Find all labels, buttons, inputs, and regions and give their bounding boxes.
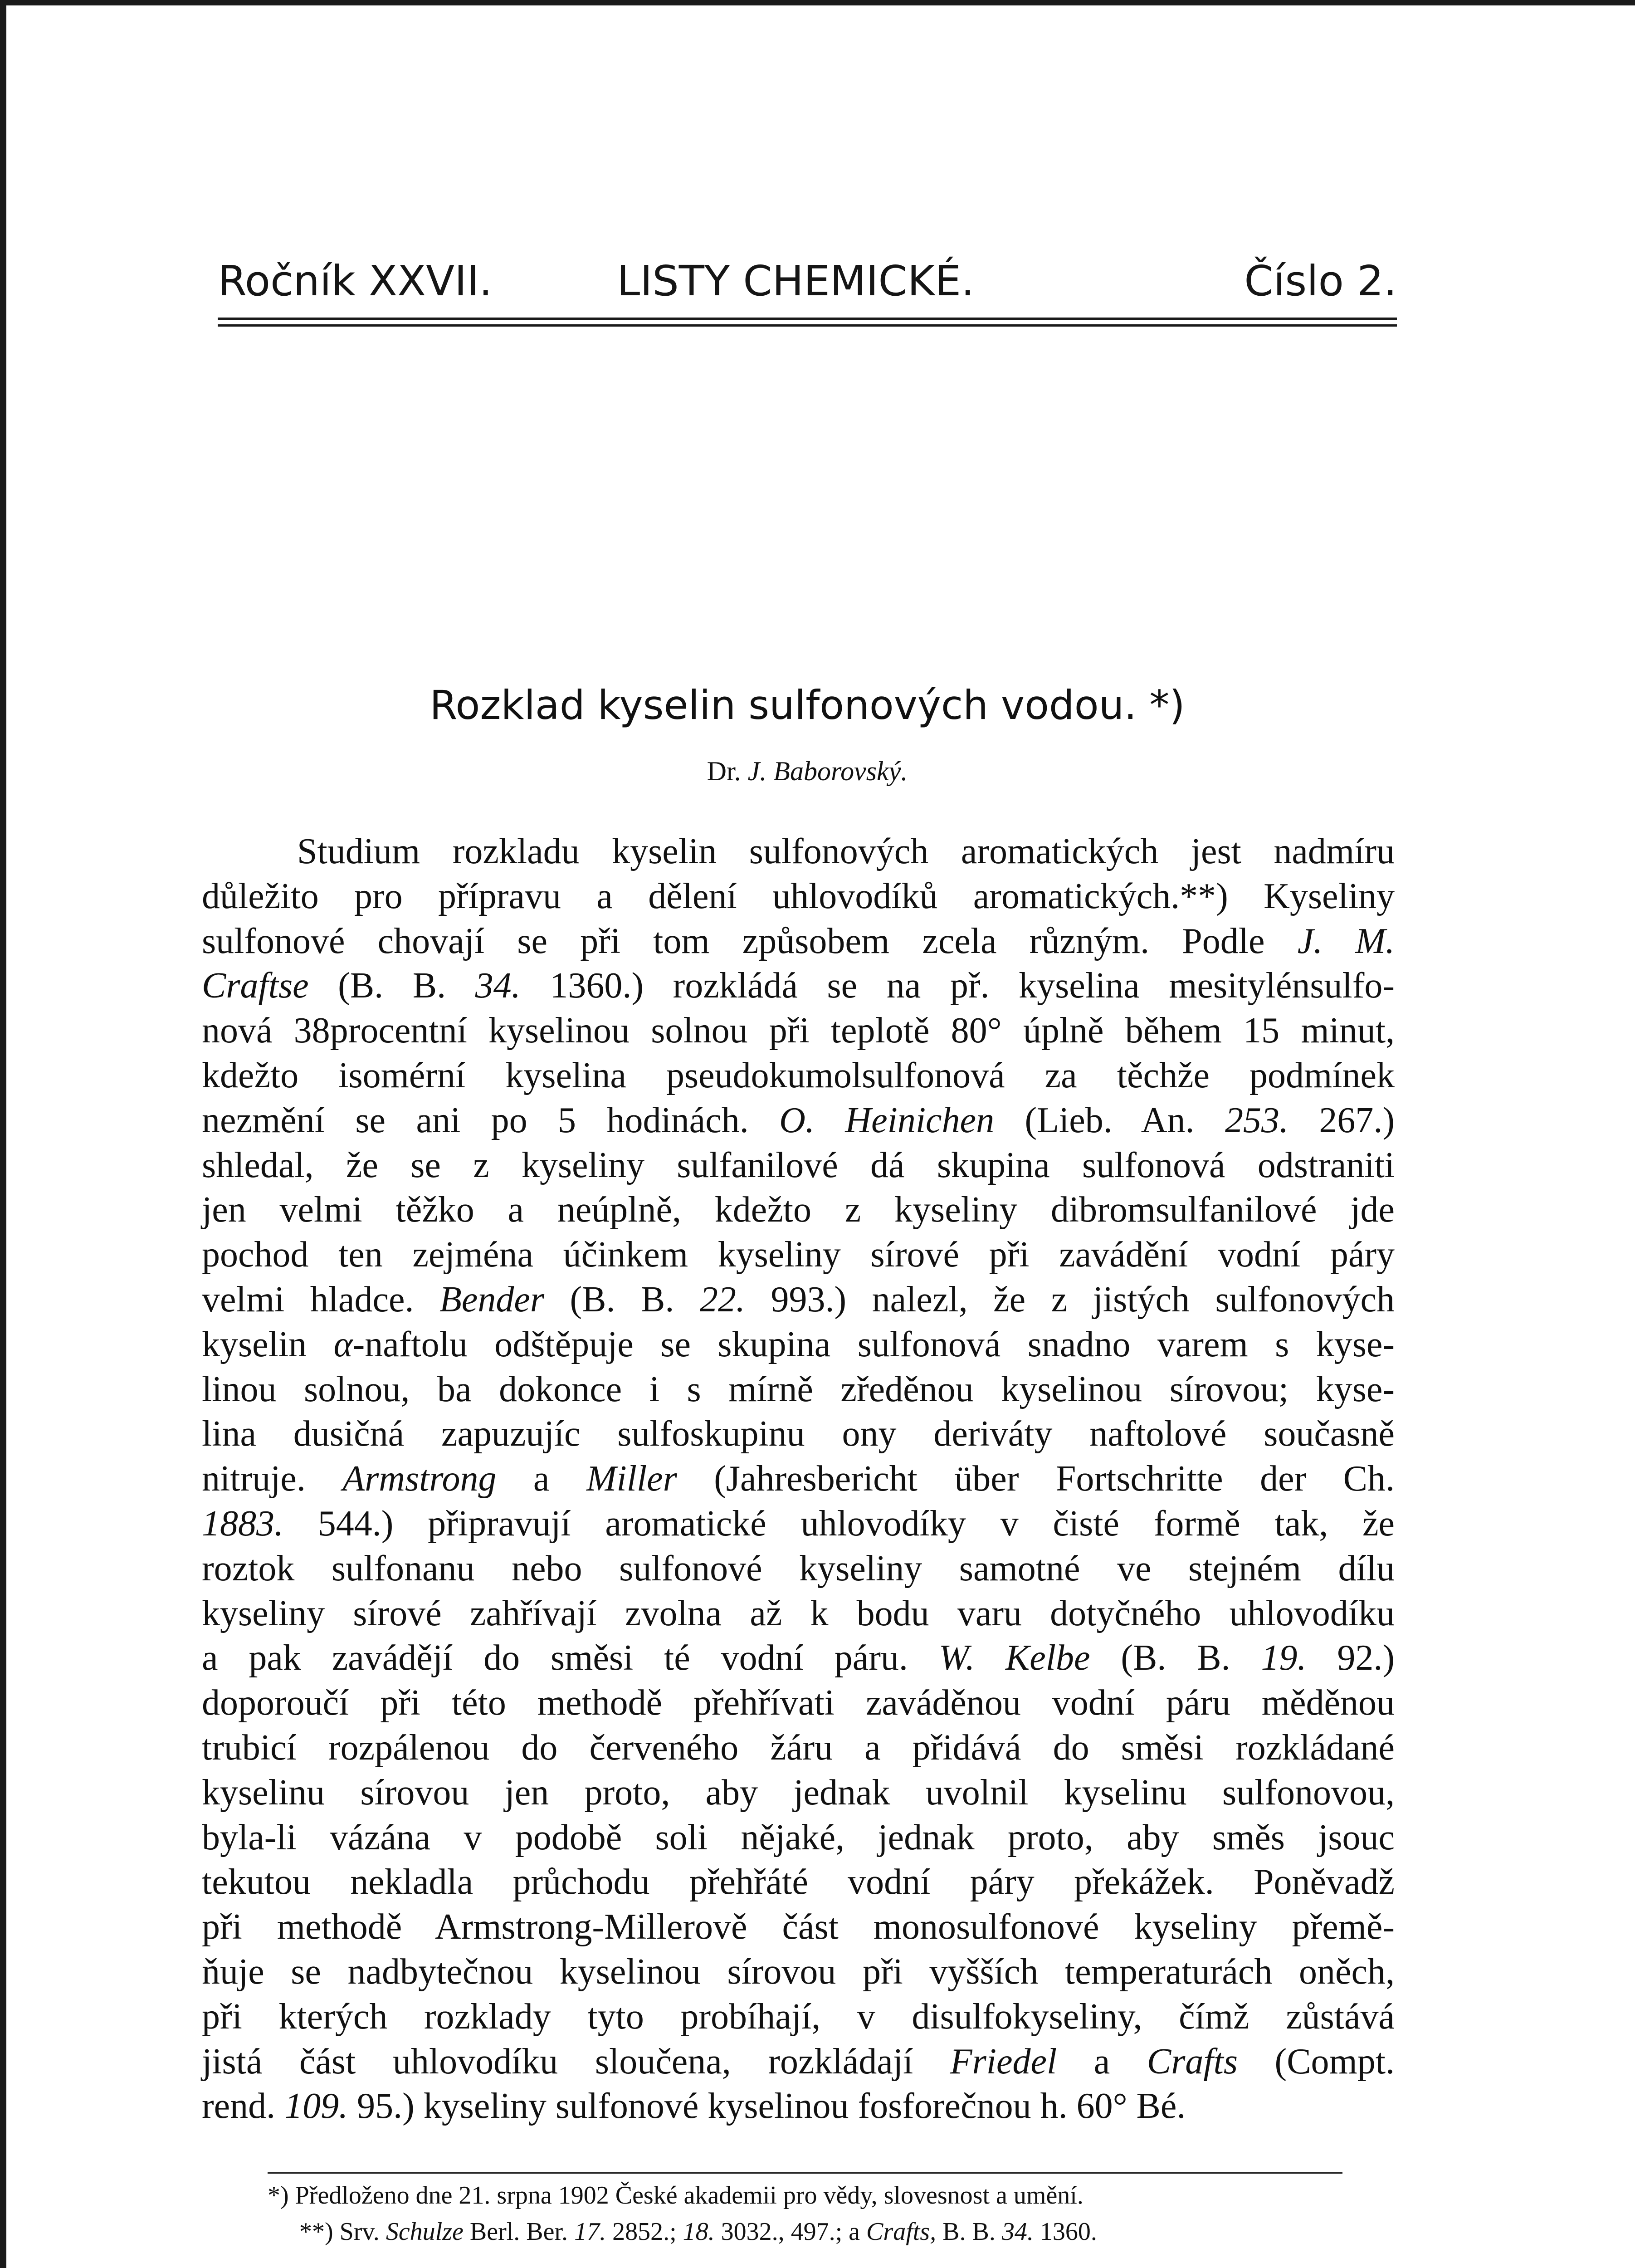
italic-text: Crafts <box>1147 2041 1238 2082</box>
italic-text: 109. <box>284 2086 348 2126</box>
text-run: kyselinu sírovou jen proto, aby jednak uvolnil kyselinu sulfonovou, <box>202 1772 1395 1813</box>
footnote-line <box>268 2214 1342 2250</box>
body-line <box>202 1098 1395 1143</box>
text-run: kdežto isomérní kyselina pseudokumolsulfonová za těchže podmínek <box>202 1055 1395 1095</box>
text-run: 92.) <box>1306 1638 1395 1678</box>
body-line <box>202 1188 1395 1232</box>
text-run: B. B. <box>936 2218 1002 2246</box>
body-line <box>202 1546 1395 1591</box>
issue-label: Číslo 2. <box>1244 257 1397 305</box>
body-line <box>202 829 1395 874</box>
body-line <box>202 1636 1395 1681</box>
body-line <box>202 1860 1395 1905</box>
italic-text: Craftse <box>202 966 309 1006</box>
text-run: Berl. Ber. <box>463 2218 575 2246</box>
body-line <box>202 1815 1395 1860</box>
text-run: linou solnou, ba dokonce i s mírně zředěnou kyselinou sírovou; kyse- <box>202 1369 1395 1409</box>
scan-edge-left <box>0 0 6 2268</box>
italic-text: W. Kelbe <box>938 1638 1090 1678</box>
text-run: trubicí rozpálenou do červeného žáru a přidává do směsi rozkládané <box>202 1727 1395 1768</box>
text-run: -naftolu odštěpuje se skupina sulfonová snadno varem s kyse- <box>352 1324 1395 1364</box>
article-author <box>218 753 1397 789</box>
text-run: (Lieb. An. <box>994 1100 1225 1140</box>
italic-text: Schulze <box>386 2218 464 2246</box>
body-line <box>202 2039 1395 2084</box>
text-run: roztok sulfonanu nebo sulfonové kyseliny samotné ve stejném dílu <box>202 1548 1395 1589</box>
italic-text: Miller <box>586 1459 677 1499</box>
body-line <box>202 874 1395 919</box>
body-line <box>202 1681 1395 1725</box>
italic-text: Crafts, <box>866 2218 937 2246</box>
body-line <box>202 1457 1395 1501</box>
text-run: (Compt. <box>1237 2041 1395 2082</box>
text-run: nitruje. <box>202 1459 343 1499</box>
body-line <box>202 963 1395 1008</box>
text-run: a pak zavádějí do směsi té vodní páru. <box>202 1638 939 1678</box>
body-line <box>202 1322 1395 1367</box>
body-line <box>202 1143 1395 1188</box>
text-run: nová 38procentní kyselinou solnou při teplotě 80° úplně během 15 minut, <box>202 1011 1395 1051</box>
text-run: doporoučí při této methodě přehřívati zaváděnou vodní páru měděnou <box>202 1683 1395 1723</box>
body-line <box>202 1277 1395 1322</box>
italic-text: Armstrong <box>342 1459 497 1499</box>
italic-text: 34. <box>475 966 521 1006</box>
text-run: velmi hladce. <box>202 1279 439 1320</box>
body-line <box>202 1412 1395 1457</box>
header-rule-bottom <box>218 324 1397 327</box>
text-run: kyselin <box>202 1324 334 1364</box>
text-run: kyseliny sírové zahřívají zvolna až k bodu varu dotyčného uhlovodíku <box>202 1593 1395 1633</box>
text-run: 544.) připravují aromatické uhlovodíky v čisté formě tak, že <box>283 1503 1395 1544</box>
text-run: 2852.; <box>606 2218 683 2246</box>
author-name: J. Baborovský. <box>747 756 908 786</box>
text-run: sulfonové chovají se při tom způsobem zcela různým. Podle <box>202 921 1298 961</box>
text-run: důležito pro přípravu a dělení uhlovodíků aromatických.**) Kyseliny <box>202 876 1395 916</box>
body-line <box>202 1905 1395 1950</box>
article-title: Rozklad kyselin sulfonových vodou. *) <box>429 682 1185 728</box>
journal-title: LISTY CHEMICKÉ. <box>617 257 975 305</box>
text-run: (B. B. <box>1090 1638 1261 1678</box>
text-run: jistá část uhlovodíku sloučena, rozkládají <box>202 2041 950 2082</box>
italic-text: J. M. <box>1297 921 1395 961</box>
body-line <box>202 1770 1395 1815</box>
body-line <box>202 1232 1395 1277</box>
text-run: nezmění se ani po 5 hodinách. <box>202 1100 780 1140</box>
text-run: shledal, že se z kyseliny sulfanilové dá skupina sulfonová odstraniti <box>202 1145 1395 1185</box>
italic-text: 22. <box>699 1279 745 1320</box>
italic-text: Bender <box>439 1279 544 1320</box>
italic-text: O. Heinichen <box>779 1100 995 1140</box>
italic-text: 34. <box>1001 2218 1034 2246</box>
text-run: 1360. <box>1033 2218 1097 2246</box>
italic-text: α <box>333 1324 353 1364</box>
text-run: (B. B. <box>308 966 475 1006</box>
italic-text: 19. <box>1261 1638 1307 1678</box>
body-line <box>202 1950 1395 1994</box>
text-run: 95.) kyseliny sulfonové kyselinou fosforečnou h. 60° Bé. <box>348 2086 1186 2126</box>
body-line <box>202 1994 1395 2039</box>
volume-label: Ročník XXVII. <box>218 257 493 305</box>
text-run: Studium rozkladu kyselin sulfonových aromatických jest nadmíru <box>297 831 1395 871</box>
scan-edge-top <box>0 0 1635 5</box>
footnote-separator <box>268 2172 1342 2174</box>
italic-text: Friedel <box>950 2041 1057 2082</box>
text-run: (Jahresbericht über Fortschritte der Ch. <box>677 1459 1395 1499</box>
text-run: při kterých rozklady tyto probíhají, v disulfokyseliny, čímž zůstává <box>202 1996 1395 2037</box>
italic-text: 18. <box>683 2218 715 2246</box>
text-run: 1360.) rozkládá se na př. kyselina mesitylénsulfo- <box>520 966 1395 1006</box>
body-line <box>202 1591 1395 1636</box>
text-run: *) Předloženo dne 21. srpna 1902 České akademii pro vědy, slovesnost a umění. <box>268 2181 1083 2209</box>
running-head <box>218 254 1397 308</box>
header-rule-top <box>218 318 1397 320</box>
text-run: rend. <box>202 2086 285 2126</box>
italic-text: 1883. <box>202 1503 283 1544</box>
article-body <box>202 829 1395 2129</box>
text-run: pochod ten zejména účinkem kyseliny sírové při zavádění vodní páry <box>202 1235 1395 1275</box>
text-run: a <box>1057 2041 1147 2082</box>
footnote-line <box>268 2177 1342 2214</box>
text-run: při methodě Armstrong-Millerově část monosulfonové kyseliny přemě- <box>202 1907 1395 1947</box>
body-line <box>202 2084 1395 2129</box>
text-run: byla-li vázána v podobě soli nějaké, jednak proto, aby směs jsouc <box>202 1817 1395 1857</box>
body-line <box>202 1501 1395 1546</box>
body-line <box>202 1725 1395 1770</box>
italic-text: 17. <box>574 2218 606 2246</box>
italic-text: 253. <box>1225 1100 1288 1140</box>
text-run: a <box>496 1459 586 1499</box>
text-run: (B. B. <box>544 1279 700 1320</box>
text-run: 267.) <box>1288 1100 1395 1140</box>
body-line <box>202 1367 1395 1412</box>
footnotes <box>268 2177 1342 2250</box>
text-run: 3032., 497.; a <box>714 2218 867 2246</box>
text-run: lina dusičná zapuzujíc sulfoskupinu ony deriváty naftolové současně <box>202 1414 1395 1454</box>
body-line <box>202 1053 1395 1098</box>
body-line <box>202 1008 1395 1053</box>
author-prefix: Dr. <box>707 756 741 786</box>
text-run: 993.) nalezl, že z jistých sulfonových <box>745 1279 1395 1320</box>
body-line <box>202 919 1395 964</box>
text-run: **) Srv. <box>299 2218 386 2246</box>
text-run: ňuje se nadbytečnou kyselinou sírovou při vyšších temperaturách oněch, <box>202 1951 1395 1992</box>
text-run: jen velmi těžko a neúplně, kdežto z kyseliny dibromsulfanilové jde <box>202 1190 1395 1230</box>
text-run: tekutou nekladla průchodu přehřáté vodní páry překážek. Poněvadž <box>202 1862 1395 1902</box>
